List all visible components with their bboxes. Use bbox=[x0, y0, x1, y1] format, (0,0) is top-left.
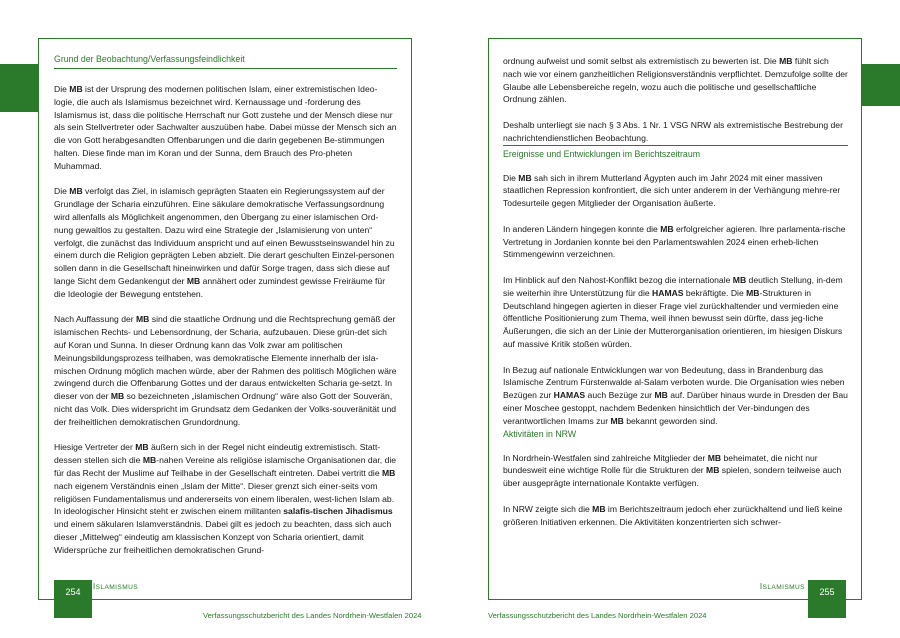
bold-term: MB bbox=[592, 503, 606, 514]
left-page-content bbox=[54, 53, 397, 556]
bold-term: MB bbox=[382, 467, 396, 478]
paragraph: ordnung aufweist und somit selbst als extremistisch zu bewerten ist. Die MB fühlt sich nach wie vor einem ganzheitlichen Religionsverständnis verpflichtet. Demzufolge sollte der Glaube alle Lebensbereiche regeln, wozu auch die politische und gesellschaftliche Ordnung zählen. bbox=[503, 56, 848, 105]
paragraph: In Bezug auf nationale Entwicklungen war von Bedeutung, dass in Brandenburg das Islamische Zentrum Fürstenwalde al-Salam verboten wurde. Die Organisation wies neben Bezügen zur HAMAS auch Bezüge zur MB auf. Darüber hinaus wurde in Dresden der Bau einer Moschee gestoppt, nachdem Bedenken hinsichtlich der Ver-bindungen des verantwortlichen Imams zur MB bekannt geworden sind. bbox=[503, 364, 848, 426]
bold-term: MB bbox=[746, 287, 760, 298]
bold-term: MB bbox=[779, 56, 793, 66]
paragraph: Die MB sah sich in ihrem Mutterland Ägypten auch im Jahr 2024 mit einer massiven staatlichen Repression konfrontiert, die sich unter anderem in der Verhängung mehre-rer Todesurteile gegen Mitglieder der Organisation äußerte. bbox=[503, 172, 841, 209]
section-heading-aktivitaeten: Aktivitäten in NRW bbox=[503, 428, 577, 439]
bold-term: MB bbox=[135, 442, 149, 453]
page-number-right: 255 bbox=[808, 580, 846, 618]
section3-paragraphs bbox=[503, 452, 848, 529]
section-heading-grund: Grund der Beobachtung/Verfassungsfeindlichkeit bbox=[54, 53, 397, 69]
section2-paragraphs bbox=[503, 172, 848, 428]
right-intro-paragraphs bbox=[503, 55, 848, 145]
bold-term: MB bbox=[69, 186, 83, 197]
paragraph: Deshalb unterliegt sie nach § 3 Abs. 1 Nr. 1 VSG NRW als extremistische Bestrebung der nachrichtendienstlichen Beobachtung. bbox=[503, 119, 843, 143]
right-page-content bbox=[503, 55, 848, 528]
bold-term: MB bbox=[142, 455, 157, 466]
chapter-tab-right bbox=[862, 64, 900, 106]
paragraph: In Nordrhein-Westfalen sind zahlreiche Mitglieder der MB beheimatet, die nicht nur bundesweit eine wichtige Rolle für die Strukturen der MB spielen, sondern teilweise auch über ausgeprägte internationale Kontakte verfügen. bbox=[503, 452, 842, 489]
running-head-right: ISLAMISMUS bbox=[759, 582, 805, 591]
bold-term: MB bbox=[654, 390, 668, 401]
left-page bbox=[38, 38, 412, 600]
bold-term: MB bbox=[186, 275, 201, 286]
running-head-left: ISLAMISMUS bbox=[93, 582, 139, 591]
bold-term: MB bbox=[707, 452, 722, 463]
bold-term: HAMAS bbox=[652, 287, 684, 298]
paragraph: Im Hinblick auf den Nahost-Konflikt bezog die internationale MB deutlich Stellung, in-dem sie weiterhin ihre Unterstützung für die HAMAS bekräftigte. Die MB-Strukturen in Deutschland hingegen agierten in dieser Frage viel zurückhaltender und vermieden eine öffentliche Positionierung zum Thema, weil ihnen bewusst sein dürfte, dass jeg-liche Äußerungen, die sich an der Linie der Mutterorganisation orientieren, im hiesigen Diskurs auf massive Kritik stoßen würden. bbox=[503, 274, 843, 349]
paragraph: In anderen Ländern hingegen konnte die MB erfolgreicher agieren. Ihre parlamenta-rische Vertretung in Jordanien konnte bei den Parlamentswahlen 2024 einen erheb-lichen Stimmengewinn verzeichnen. bbox=[503, 223, 846, 260]
bold-term: MB bbox=[69, 84, 83, 94]
chapter-tab-left bbox=[0, 64, 38, 112]
paragraph: Nach Auffassung der MB sind die staatliche Ordnung und die Rechtsprechung gemäß der islamischen Rechts- und Lebensordnung, der Scharia, aufzubauen. Diese grün-det sich auf Koran und Sunna. In dieser Ordnung kann das Volk zwar am politischen Meinungsbildungsprozess teilhaben, was demokratische Elemente innerhalb der isla-mischen Ordnung möglich machen würde, aber der Rahmen des politisch Möglichen wäre zwingend durch die Offenbarung Gottes und der daraus entwickelten Scharia ge-setzt. In dieser von der MB so bezeichneten „islamischen Ordnung“ wäre also Gott der Souverän, nicht das Volk. Dies widerspricht im Grundsatz dem Gedanken der Volks-souveränität und der freiheitlichen demokratischen Grundordnung. bbox=[54, 314, 397, 427]
bold-term: salafis-tischen Jihadismus bbox=[283, 506, 393, 517]
bold-term: HAMAS bbox=[553, 390, 586, 401]
paragraph: Die MB verfolgt das Ziel, in islamisch geprägten Staaten ein Regierungssystem auf der Grundlage der Scharia einzuführen. Eine säkulare demokratische Verfassungsordnung wird allenfalls als Möglichkeit angenommen, den Übergang zu einer islamischen Ord-nung gewaltlos zu gestalten. Dazu wird eine Strategie der „Islamisierung von unten“ verfolgt, die zunächst das Individuum anspricht und auf einen Bewusstseinswandel hin zu einem durch die Religion geprägten Leben abzielt. Die derart geschulten Einzel-personen sollen dann in die Gesellschaft hineinwirken und dafür Sorge tragen, dass sich diese auf lange Sicht dem Gedankengut der MB annähert oder zumindest gewisse Freiräume für die Ideologie der Bewegung entstehen. bbox=[54, 186, 395, 299]
footer-left: Verfassungsschutzbericht des Landes Nordrhein-Westfalen 2024 bbox=[203, 611, 422, 620]
bold-term: MB bbox=[136, 314, 150, 325]
page-number-left: 254 bbox=[54, 580, 92, 618]
bold-term: MB bbox=[732, 274, 747, 285]
paragraph: In NRW zeigte sich die MB im Berichtszeitraum jedoch eher zurückhaltend und ließ keine größeren Initiativen erkennen. Die Aktivitäten konzentrierten sich schwer- bbox=[503, 503, 843, 527]
bold-term: MB bbox=[610, 415, 624, 426]
bold-term: MB bbox=[518, 172, 532, 183]
bold-term: MB bbox=[706, 465, 720, 476]
section-heading-ereignisse: Ereignisse und Entwicklungen im Berichtszeitraum bbox=[503, 145, 848, 160]
paragraph: Die MB ist der Ursprung des modernen politischen Islam, einer extremistischen Ideo-logie, die auch als Islamismus bezeichnet wird. Kernaussage und -forderung des Islamismus ist, dass die politische Herrschaft nur Gott zustehe und der Mensch diese nur als sein Stellvertreter oder Sachwalter auszuüben habe. Dabei müsse der Mensch sich an die von Gott herabgesandten Offenbarungen und die darin gegebenen Be-stimmungen halten. Diese finde man im Koran und der Sunna, dem Brauch des Pro-pheten Muhammad. bbox=[54, 84, 397, 171]
right-page bbox=[488, 38, 862, 600]
left-paragraphs bbox=[54, 83, 397, 556]
paragraph: Hiesige Vertreter der MB äußern sich in der Regel nicht eindeutig extremistisch. Statt-dessen stellen sich die MB-nahen Vereine als religiöse islamische Organisationen dar, die für das Recht der Muslime auf Teilhabe in der Gesellschaft eintreten. Dabei vertritt die MB nach eigenem Verständnis einen „Islam der Mitte“. Dieser grenzt sich einer-seits vom religiösen Fundamentalismus und andererseits von einem liberalen, west-lichen Islam ab. In ideologischer Hinsicht steht er zwischen einem militanten salafis-tischen Jihadismus und einem säkularen Islamverständnis. Dabei gilt es jedoch zu beachten, dass sich auch dieser „Mittelweg“ eindeutig am klassischen Konzept von Scharia orientiert, damit Widersprüche zur freiheitlichen demokratischen Grund- bbox=[54, 442, 397, 555]
bold-term: MB bbox=[110, 391, 125, 402]
bold-term: MB bbox=[660, 223, 674, 234]
footer-right: Verfassungsschutzbericht des Landes Nordrhein-Westfalen 2024 bbox=[488, 611, 707, 620]
